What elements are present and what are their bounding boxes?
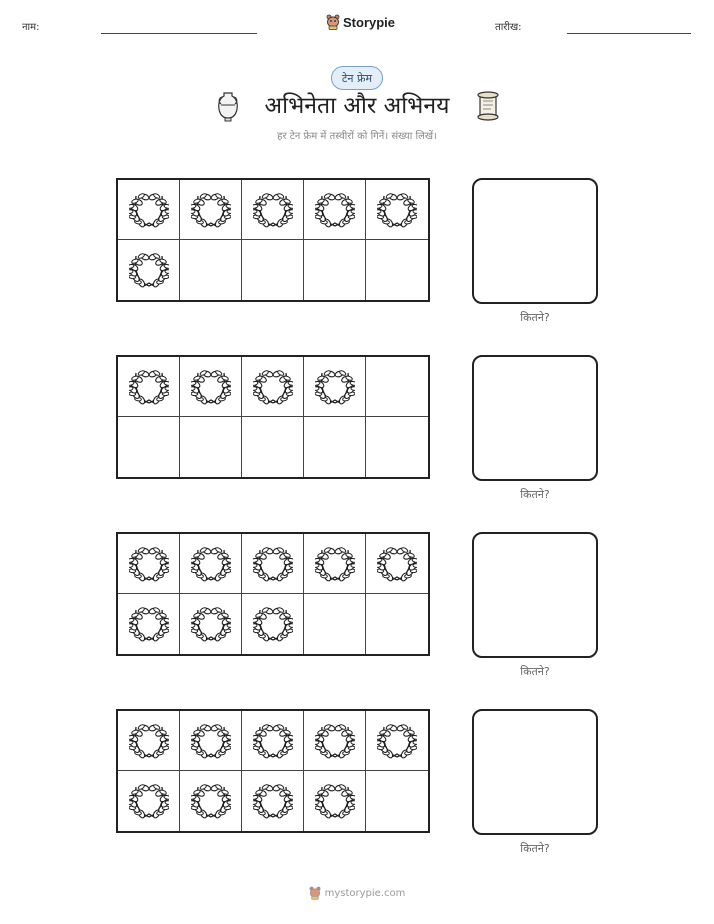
laurel-wreath-icon: [129, 367, 169, 407]
empty-cell: [366, 357, 428, 417]
filled-cell: [366, 534, 428, 594]
filled-cell: [242, 594, 304, 654]
laurel-wreath-icon: [253, 721, 293, 761]
filled-cell: [180, 357, 242, 417]
date-line[interactable]: [567, 33, 691, 34]
laurel-wreath-icon: [191, 781, 231, 821]
empty-cell: [180, 240, 242, 300]
laurel-wreath-icon: [129, 721, 169, 761]
brand-name: Storypie: [343, 14, 396, 30]
ten-frame-3: [116, 532, 430, 656]
laurel-wreath-icon: [315, 544, 355, 584]
filled-cell: [118, 711, 180, 771]
empty-cell: [366, 240, 428, 300]
page-title: अभिनेता और अभिनय: [264, 93, 450, 119]
filled-cell: [118, 534, 180, 594]
laurel-wreath-icon: [377, 721, 417, 761]
laurel-wreath-icon: [191, 190, 231, 230]
empty-cell: [242, 417, 304, 477]
filled-cell: [304, 357, 366, 417]
laurel-wreath-icon: [315, 781, 355, 821]
brand-logo: [326, 14, 395, 30]
answer-box-3[interactable]: [472, 532, 598, 658]
filled-cell: [242, 534, 304, 594]
laurel-wreath-icon: [129, 781, 169, 821]
laurel-wreath-icon: [253, 190, 293, 230]
empty-cell: [304, 417, 366, 477]
filled-cell: [304, 534, 366, 594]
filled-cell: [242, 180, 304, 240]
answer-box-1[interactable]: [472, 178, 598, 304]
laurel-wreath-icon: [129, 604, 169, 644]
filled-cell: [180, 594, 242, 654]
filled-cell: [180, 180, 242, 240]
instructions: हर टेन फ्रेम में तस्वीरों को गिनें। संख्या लिखें।: [277, 131, 437, 142]
laurel-wreath-icon: [129, 250, 169, 290]
footer-url: mystorypie.com: [324, 887, 406, 899]
filled-cell: [118, 594, 180, 654]
filled-cell: [180, 711, 242, 771]
laurel-wreath-icon: [129, 190, 169, 230]
filled-cell: [118, 357, 180, 417]
answer-box-2[interactable]: [472, 355, 598, 481]
empty-cell: [118, 417, 180, 477]
filled-cell: [118, 771, 180, 831]
laurel-wreath-icon: [253, 604, 293, 644]
name-label: नाम:: [22, 22, 40, 33]
scroll-icon: [474, 90, 502, 122]
laurel-wreath-icon: [129, 544, 169, 584]
laurel-wreath-icon: [191, 367, 231, 407]
filled-cell: [180, 771, 242, 831]
filled-cell: [118, 240, 180, 300]
filled-cell: [304, 180, 366, 240]
name-line[interactable]: [101, 33, 257, 34]
laurel-wreath-icon: [191, 721, 231, 761]
empty-cell: [180, 417, 242, 477]
answer-label-2: कितने?: [520, 488, 550, 501]
laurel-wreath-icon: [315, 721, 355, 761]
filled-cell: [366, 711, 428, 771]
ten-frame-2: [116, 355, 430, 479]
laurel-wreath-icon: [315, 367, 355, 407]
laurel-wreath-icon: [253, 781, 293, 821]
answer-label-1: कितने?: [520, 311, 550, 324]
answer-box-4[interactable]: [472, 709, 598, 835]
laurel-wreath-icon: [253, 544, 293, 584]
filled-cell: [180, 534, 242, 594]
filled-cell: [118, 180, 180, 240]
laurel-wreath-icon: [191, 604, 231, 644]
ten-frame-1: [116, 178, 430, 302]
filled-cell: [304, 771, 366, 831]
filled-cell: [242, 357, 304, 417]
empty-cell: [366, 594, 428, 654]
empty-cell: [366, 771, 428, 831]
laurel-wreath-icon: [253, 367, 293, 407]
filled-cell: [366, 180, 428, 240]
filled-cell: [242, 771, 304, 831]
ten-frame-4: [116, 709, 430, 833]
empty-cell: [304, 240, 366, 300]
filled-cell: [304, 711, 366, 771]
empty-cell: [304, 594, 366, 654]
footer: [0, 886, 714, 900]
filled-cell: [242, 711, 304, 771]
answer-label-4: कितने?: [520, 842, 550, 855]
empty-cell: [242, 240, 304, 300]
laurel-wreath-icon: [377, 190, 417, 230]
topic-badge: टेन फ्रेम: [331, 66, 383, 90]
laurel-wreath-icon: [191, 544, 231, 584]
laurel-wreath-icon: [315, 190, 355, 230]
answer-label-3: कितने?: [520, 665, 550, 678]
mascot-icon: [326, 14, 340, 30]
empty-cell: [366, 417, 428, 477]
date-label: तारीख:: [495, 22, 522, 33]
mascot-icon: [309, 886, 321, 900]
laurel-wreath-icon: [377, 544, 417, 584]
